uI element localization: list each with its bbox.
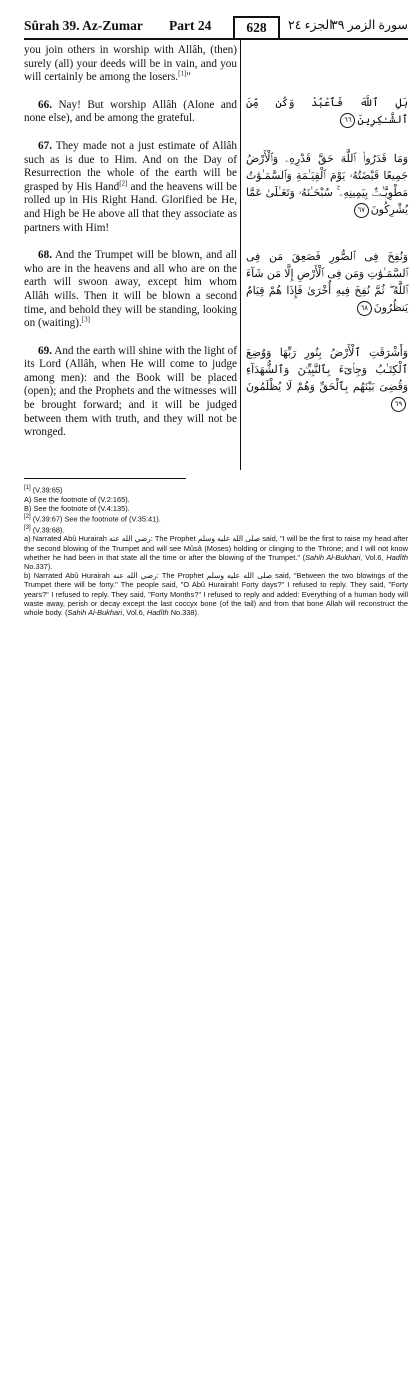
note-text: said, "Between the two blowings of the Trumpet there will be forty." The people said, "O Abû Hurairah! Forty days?" I refused to reply. They said, "Forty years?" I refused to reply. They said, "Forty Months?" I refused to reply and added: Everything of a human body will waste away, perish or decay except the last coccyx bone (of the tail) and from that bone Allah will reconstruct the whole body. ( (24, 571, 409, 618)
ayah-number-marker: ٦٨ (357, 301, 372, 316)
footnote-marker: [2] (119, 179, 128, 188)
footnote-text: (V.39:65) (30, 485, 63, 495)
honorific-arabic: رضي الله عنه (109, 534, 151, 544)
hadith-note-b (24, 571, 408, 617)
note-text: b) Narrated Abû Hurairah (24, 571, 114, 581)
surah-title: Sûrah 39. Az-Zumar (24, 18, 143, 33)
closing-quote: " (186, 71, 191, 84)
footnote-a-ref: A) See the footnote of (V.2:165). (24, 494, 130, 504)
juz-arabic-label: الجزء ٢٤ (288, 18, 333, 32)
verse-text-cont: and the heavens will be rolled up in His Right Hand. Glorified be He, and High be He above all that they associate as partners with Him! (24, 180, 237, 234)
verse-65-continuation (24, 44, 237, 85)
honorific-arabic: رضي الله عنه (113, 571, 157, 581)
verse-number: 68. (38, 249, 52, 262)
footnote-text: (V.39:68). (30, 525, 65, 535)
verse-text: And the Trumpet will be blown, and all who are in the heavens and all who are on the earth will swoon away, except him whom Allâh wills. Then it will be blown a second time, and behold they will be standing, looking on (waiting). (24, 249, 237, 330)
arabic-ayah-67 (246, 150, 408, 218)
arabic-text: وَنُفِخَ فِى ٱلصُّورِ فَصَعِقَ مَن فِى ٱلسَّمَـٰوَٰتِ وَمَن فِى ٱلْأَرْضِ إِلَّا مَن شَآءَ ٱللَّهُ ۖ ثُمَّ نُفِخَ فِيهِ أُخْرَىٰ فَإِذَا هُمْ قِيَامٌ يَنظُرُونَ (246, 250, 408, 314)
arabic-text: وَمَا قَدَرُوا۟ ٱللَّهَ حَقَّ قَدْرِهِۦ وَٱلْأَرْضُ جَمِيعًا قَبْضَتُهُۥ يَوْمَ ٱلْقِيَـٰمَةِ وَٱلسَّمَـٰوَٰتُ مَطْوِيَّـٰتٌۢ بِيَمِينِهِۦ ۚ سُبْحَـٰنَهُۥ وَتَعَـٰلَىٰ عَمَّا يُشْرِكُونَ (246, 152, 408, 216)
footnote-1 (24, 484, 408, 495)
footnote-2 (24, 513, 408, 524)
ayah-number-marker: ٦٧ (354, 203, 369, 218)
ayah-number-marker: ٦٩ (391, 397, 406, 412)
page-number: 628 (233, 16, 280, 38)
ayah-number-marker: ٦٦ (340, 113, 355, 128)
hadith-note-a (24, 534, 408, 571)
source-title: Sahih Al-Bukhari (305, 552, 361, 562)
honorific-arabic: صلى الله عليه وسلم (197, 534, 261, 544)
hadith-label: Hadîth (146, 608, 169, 618)
arabic-text: وَأَشْرَقَتِ ٱلْأَرْضُ بِنُورِ رَبِّهَا وَوُضِعَ ٱلْكِتَـٰبُ وَجِا۟ىٓءَ بِٱلنَّبِيِّـۧنَ وَٱلشُّهَدَآءِ وَقُضِىَ بَيْنَهُم بِٱلْحَقِّ وَهُمْ لَا يُظْلَمُونَ (246, 346, 408, 393)
verse-67 (24, 140, 237, 235)
arabic-ayah-66 (246, 94, 408, 128)
note-text: No.338). (168, 608, 200, 618)
verse-text: They made not a just estimate of Allâh such as is due to Him. And on the Day of Resurrection the whole of the earth will be grasped by His Hand (24, 139, 237, 193)
honorific-arabic: صلى الله عليه وسلم (206, 571, 272, 581)
arabic-text: بَلِ ٱللَّهَ فَٱعْبُدْ وَكُن مِّنَ ٱلشَّـٰكِرِينَ (246, 96, 408, 126)
note-text: No.337). (24, 562, 53, 572)
note-text: a) Narrated Abû Hurairah (24, 534, 110, 544)
footnote-marker: [1] (178, 69, 187, 78)
verse-68 (24, 249, 237, 331)
footnotes-section (24, 484, 408, 617)
footnote-marker: [2] (24, 514, 31, 521)
footnote-text: (V.39:67) See the footnote of (V.35:41). (30, 514, 161, 524)
arabic-column (246, 44, 408, 412)
verse-69 (24, 345, 237, 440)
arabic-ayah-68 (246, 248, 408, 316)
footnote-divider (24, 478, 186, 479)
verse-text: And the earth will shine with the light of its Lord (Allâh, when He will come to judge among men): and the Book will be placed (open); and the Prophets and the witnesses will be brought forward; and it will be judged between them with truth, and they will not be wronged. (24, 344, 237, 439)
note-text: , Vol.6, (360, 552, 387, 562)
footnote-b-ref: B) See the footnote of (V.4:135). (24, 503, 130, 513)
footnote-marker: [3] (81, 315, 90, 324)
verse-number: 69. (38, 344, 52, 357)
page-header (24, 16, 408, 40)
part-label: Part 24 (169, 18, 212, 33)
verse-number: 66. (38, 98, 52, 111)
note-text: : The Prophet (156, 571, 207, 581)
hadith-label: Hadîth (386, 552, 409, 562)
column-divider (240, 40, 241, 470)
verse-66 (24, 99, 237, 126)
translation-column (24, 44, 237, 440)
note-text: said, "I will be the first to raise my head after the second blowing of the Trumpet and will see Mûsâ (Moses) holding or clinging to the Throne; and I will not know whether he had been in that state all the time or after the blowing of the Trumpet." ( (24, 534, 409, 562)
note-text: , Vol.6, (122, 608, 147, 618)
verse-text: you join others in worship with Allâh, (then) surely (all) your deeds will be in vain, and you will certainly be among the losers. (24, 44, 237, 84)
surah-arabic-title: سورة الزمر ٣٩ (331, 18, 408, 32)
arabic-ayah-69 (246, 344, 408, 412)
footnote-3 (24, 524, 408, 535)
verse-number: 67. (38, 139, 52, 152)
footnote-marker: [3] (24, 524, 31, 531)
verse-text: Nay! But worship Allâh (Alone and none else), and be among the grateful. (24, 98, 237, 125)
note-text: : The Prophet (150, 534, 198, 544)
source-title: Sahih Al-Bukhari (67, 608, 123, 618)
footnote-marker: [1] (24, 485, 31, 491)
